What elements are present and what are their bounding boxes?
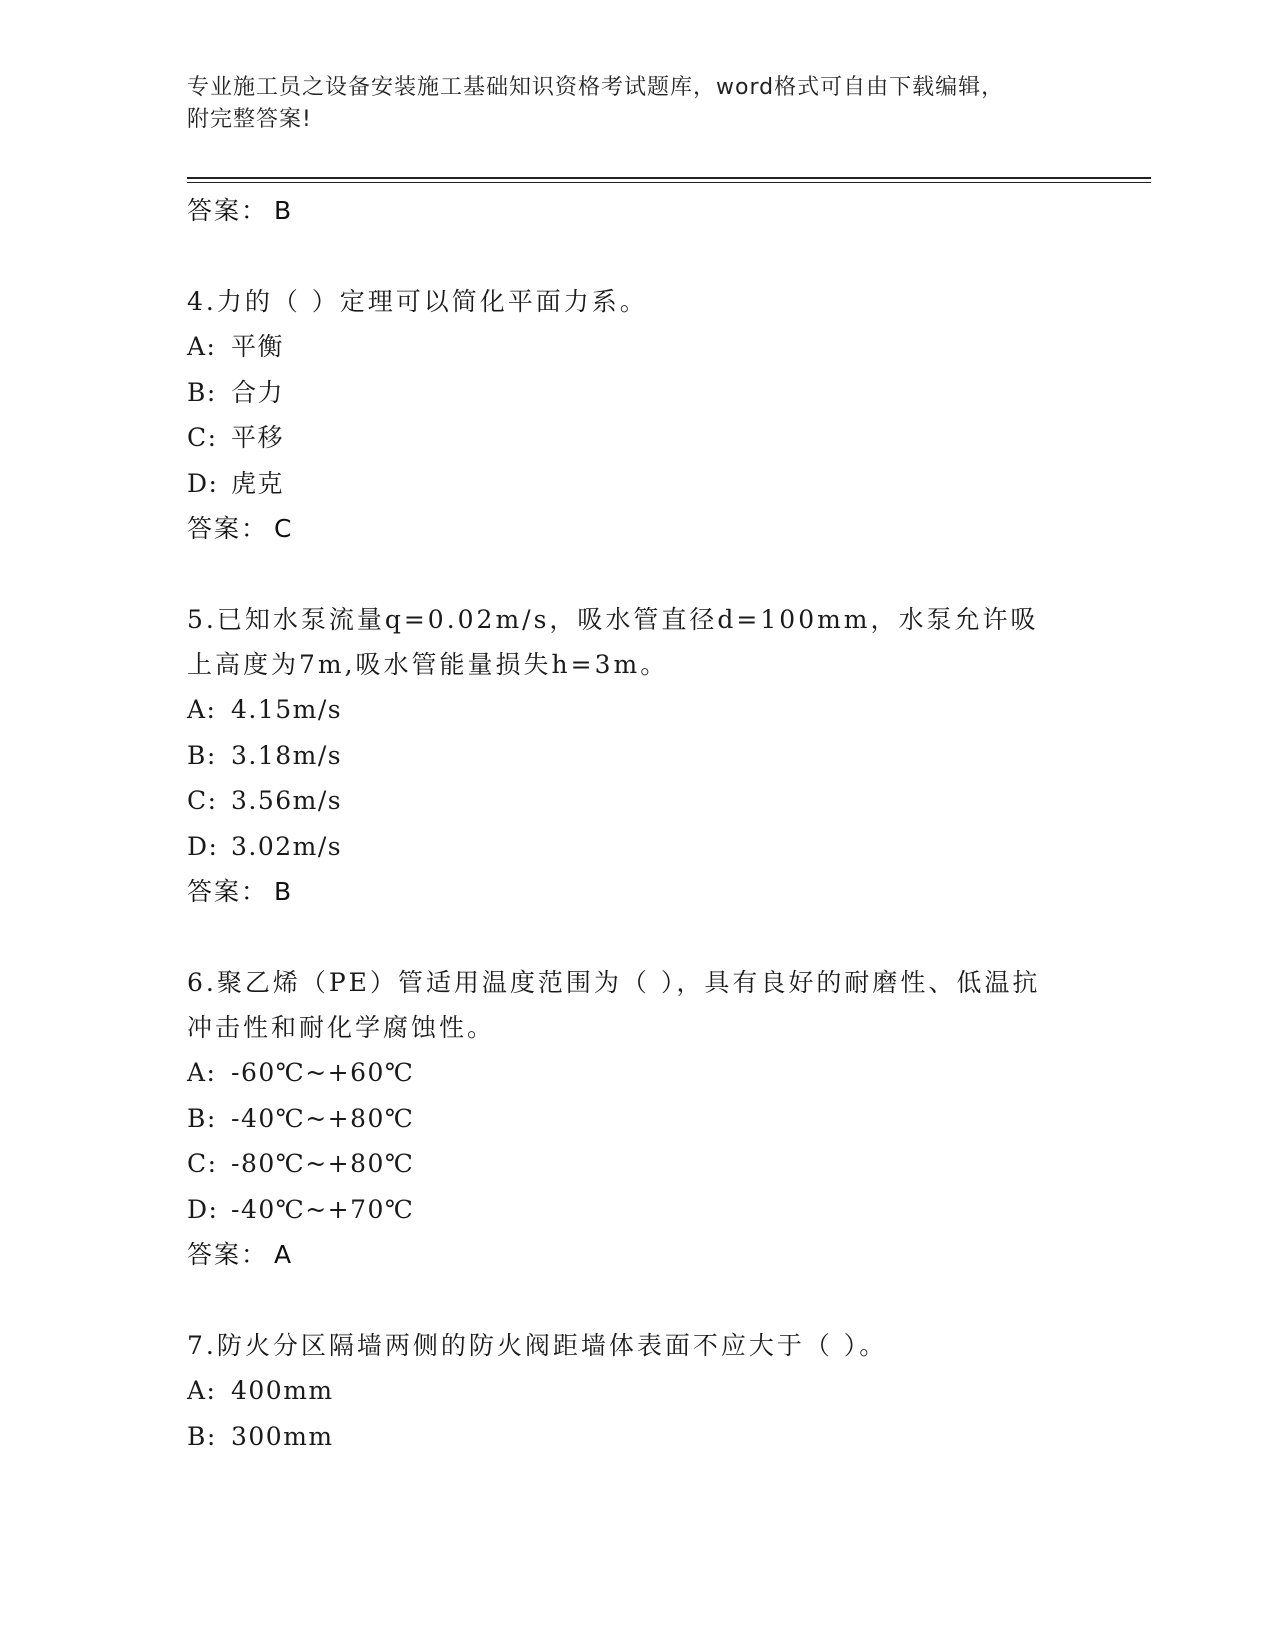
answer-value: A (274, 1240, 292, 1269)
option-a (187, 324, 1087, 370)
option-letter: B: (187, 377, 217, 407)
spacer (187, 915, 1087, 960)
option-text: 平衡 (231, 332, 285, 361)
option-letter: C: (187, 1149, 218, 1178)
header-line-2: 附完整答案! (187, 107, 312, 132)
answer-line (187, 188, 1087, 234)
option-text: 虎克 (231, 468, 285, 498)
answer-line (187, 506, 1087, 552)
option-c (187, 415, 1087, 461)
header-divider-thin (187, 182, 1151, 183)
option-text: 400mm (231, 1376, 334, 1405)
option-b (187, 1096, 1087, 1142)
spacer (187, 552, 1087, 597)
option-text: 3.56m/s (231, 786, 343, 815)
question-text: 4.力的（ ）定理可以简化平面力系。 (187, 287, 648, 316)
answer-value: B (274, 196, 292, 225)
option-letter: D: (187, 468, 219, 498)
option-text: -40℃~+70℃ (231, 1194, 415, 1224)
spacer (187, 1278, 1087, 1323)
option-text: 3.02m/s (231, 831, 343, 861)
option-text: -80℃~+80℃ (231, 1149, 415, 1178)
answer-value: C (274, 514, 292, 543)
option-text: 300mm (231, 1421, 334, 1451)
answer-label: 答案： (187, 196, 269, 225)
option-text: -40℃~+80℃ (231, 1103, 415, 1133)
question-text: 6.聚乙烯（PE）管适用温度范围为（ ），具有良好的耐磨性、低温抗冲击性和耐化学腐蚀性。 (187, 968, 1041, 1042)
option-letter: A: (187, 332, 217, 361)
option-letter: A: (187, 1376, 217, 1405)
header-divider-thick (187, 177, 1151, 179)
option-text: 4.15m/s (231, 695, 343, 724)
option-d (187, 461, 1087, 507)
option-c (187, 778, 1087, 824)
header-line-1: 专业施工员之设备安装施工基础知识资格考试题库，word格式可自由下载编辑， (187, 75, 1005, 100)
option-b (187, 370, 1087, 416)
question-block (187, 1323, 1087, 1459)
document-header (187, 72, 1067, 136)
option-letter: A: (187, 1058, 217, 1087)
option-letter: D: (187, 1194, 219, 1224)
option-a (187, 1050, 1087, 1096)
option-b (187, 733, 1087, 779)
option-letter: B: (187, 1103, 217, 1133)
question-list (187, 188, 1087, 1459)
option-b (187, 1414, 1087, 1460)
answer-label: 答案： (187, 877, 269, 906)
option-letter: C: (187, 786, 218, 815)
option-letter: D: (187, 831, 219, 861)
question-text: 5.已知水泵流量q=0.02m/s，吸水管直径d=100mm，水泵允许吸上高度为7m,吸水管能量损失h=3m。 (187, 605, 1039, 679)
option-letter: A: (187, 695, 217, 724)
question-block (187, 279, 1087, 552)
option-text: 合力 (231, 377, 285, 407)
option-a (187, 1368, 1087, 1414)
option-c (187, 1141, 1087, 1187)
option-a (187, 687, 1087, 733)
option-letter: B: (187, 1421, 217, 1451)
option-d (187, 1187, 1087, 1233)
question-block (187, 960, 1087, 1278)
answer-label: 答案： (187, 514, 269, 543)
option-text: 平移 (231, 423, 285, 452)
option-letter: B: (187, 740, 217, 770)
answer-value: B (274, 877, 292, 906)
question-block (187, 597, 1087, 915)
option-letter: C: (187, 423, 218, 452)
spacer (187, 234, 1087, 279)
option-text: -60℃~+60℃ (231, 1058, 415, 1087)
question-text: 7.防火分区隔墙两侧的防火阀距墙体表面不应大于（ ）。 (187, 1331, 888, 1360)
answer-line (187, 1232, 1087, 1278)
option-text: 3.18m/s (231, 740, 343, 770)
answer-label: 答案： (187, 1240, 269, 1269)
option-d (187, 824, 1087, 870)
answer-line (187, 869, 1087, 915)
